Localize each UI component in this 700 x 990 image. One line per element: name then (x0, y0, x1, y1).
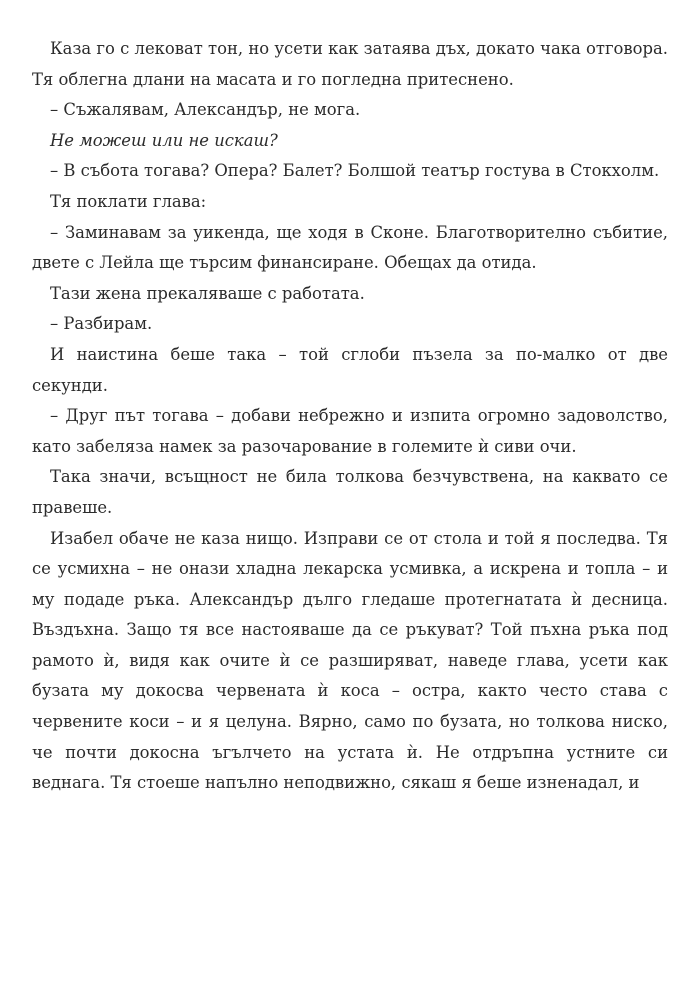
paragraph: Изабел обаче не каза нищо. Изправи се от стола и той я последва. Тя се усмихна – не онази хладна лекарска усмивка, а искрена и топла – и му подаде ръка. Александър дълго гледаше протегнатата ѝ десница. Въздъхна. Защо тя все настояваше да се ръкуват? Той пъхна ръка под рамото ѝ, видя как очите ѝ се разширяват, наведе глава, усети как бузата му докосва червената ѝ коса – остра, както често става с червените коси – и я целуна. Вярно, само по бузата, но толкова ниско, че почти докосна ъгълчето на устата ѝ. Не отдръпна устните си веднага. Тя стоеше напълно неподвижно, сякаш я беше изненадал, и (32, 528, 668, 793)
dialogue-line: – Заминавам за уикенда, ще ходя в Сконе. Благотворително събитие, двете с Лейла ще търсим финансиране. Обещах да отида. (32, 222, 668, 273)
paragraph: Тази жена прекаляваше с работата. (50, 283, 365, 303)
dialogue-line: – Друг път тогава – добави небрежно и изпита огромно задоволство, като забеляза намек за разочарование в големите ѝ сиви очи. (32, 406, 668, 456)
paragraph: Каза го с лековат тон, но усети как затаява дъх, докато чака отговора. Тя облегна длани на масата и го погледна притеснено. (32, 39, 668, 89)
paragraph: Така значи, всъщност не била толкова безчувствена, на каквато се правеше. (32, 467, 668, 517)
book-page (32, 34, 668, 799)
dialogue-line: – В събота тогава? Опера? Балет? Болшой театър гостува в Стокхолм. (50, 161, 660, 181)
dialogue-line: – Съжалявам, Александър, не мога. (50, 100, 361, 120)
paragraph: Тя поклати глава: (50, 191, 207, 211)
paragraph: И наистина беше така – той сглоби пъзела за по-малко от две секунди. (32, 344, 668, 395)
italic-thought: Не можеш или не искаш? (50, 130, 278, 150)
dialogue-line: – Разбирам. (50, 314, 153, 334)
